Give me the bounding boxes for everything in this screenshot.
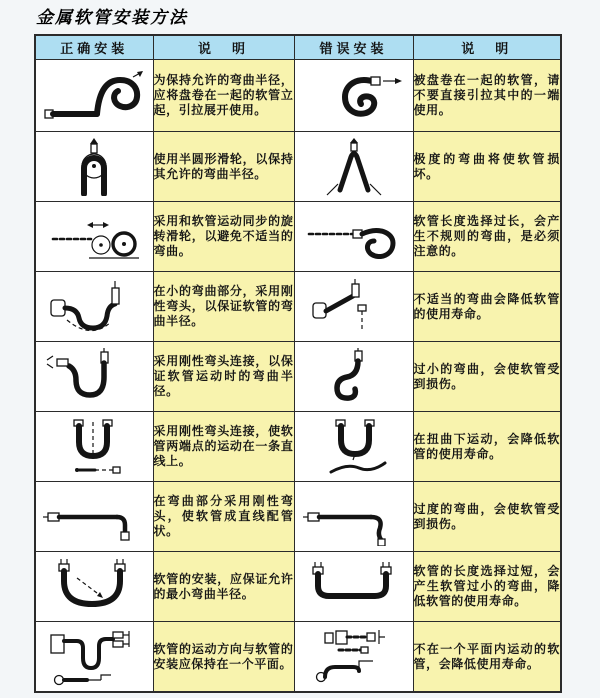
- note-cell: 采用刚性弯头连接，使软管两端点的运动在一条直线上。: [153, 412, 294, 482]
- installation-methods-table: [34, 34, 562, 693]
- twisted-motion-illustration: [299, 418, 409, 476]
- table-row: [35, 622, 561, 693]
- note-cell: 软管的运动方向与软管的安装应保持在一个平面。: [153, 622, 294, 693]
- header-wrong-install: 错误安装: [294, 35, 413, 60]
- same-plane-motion-illustration: [39, 627, 149, 687]
- table-row: [35, 552, 561, 622]
- table-row: [35, 132, 561, 202]
- table-row: [35, 412, 561, 482]
- wrong-illustration-cell: [294, 622, 413, 693]
- u-hose-straight-line-motion-illustration: [39, 418, 149, 476]
- header-correct-install: 正确安装: [35, 35, 153, 60]
- table-row: [35, 342, 561, 412]
- wrong-illustration-cell: [294, 202, 413, 272]
- synchronized-rotating-pulley-illustration: [39, 208, 149, 266]
- wrong-illustration-cell: [294, 342, 413, 412]
- note-cell: 在小的弯曲部分，采用刚性弯头，以保证软管的弯曲半径。: [153, 272, 294, 342]
- extreme-bend-illustration: [299, 138, 409, 196]
- header-wrong-note: 说 明: [413, 35, 561, 60]
- header-correct-note: 说 明: [153, 35, 294, 60]
- too-small-bend-illustration: [299, 348, 409, 406]
- correct-illustration-cell: [35, 552, 153, 622]
- correct-illustration-cell: [35, 132, 153, 202]
- correct-illustration-cell: [35, 272, 153, 342]
- excessive-bend-illustration: [299, 488, 409, 546]
- correct-illustration-cell: [35, 482, 153, 552]
- out-of-plane-motion-illustration: [299, 627, 409, 687]
- improper-bend-illustration: [299, 278, 409, 336]
- correct-illustration-cell: [35, 622, 153, 693]
- wrong-illustration-cell: [294, 482, 413, 552]
- straight-piping-rigid-elbow-illustration: [39, 488, 149, 546]
- note-cell: 不在一个平面内运动的软管，会降低使用寿命。: [413, 622, 561, 693]
- note-cell: 软管的安装，应保证允许的最小弯曲半径。: [153, 552, 294, 622]
- table-row: [35, 202, 561, 272]
- pulled-coil-hose-illustration: [299, 66, 409, 126]
- note-cell: 软管长度选择过长，会产生不规则的弯曲，是必须注意的。: [413, 202, 561, 272]
- note-cell: 使用半圆形滑轮，以保持其允许的弯曲半径。: [153, 132, 294, 202]
- correct-illustration-cell: [35, 412, 153, 482]
- note-cell: 极度的弯曲将使软管损坏。: [413, 132, 561, 202]
- wrong-illustration-cell: [294, 60, 413, 132]
- too-short-hose-illustration: [299, 558, 409, 616]
- rigid-elbow-small-bend-illustration: [39, 278, 149, 336]
- table-row: [35, 482, 561, 552]
- header-row: [35, 35, 561, 60]
- note-cell: 在弯曲部分采用刚性弯头，使软管成直线配管状。: [153, 482, 294, 552]
- wrong-illustration-cell: [294, 412, 413, 482]
- correct-illustration-cell: [35, 60, 153, 132]
- minimum-bend-radius-illustration: [39, 558, 149, 616]
- correct-illustration-cell: [35, 202, 153, 272]
- table-row: [35, 272, 561, 342]
- note-cell: 软管的长度选择过短，会产生软管过小的弯曲，降低软管的使用寿命。: [413, 552, 561, 622]
- overlong-hose-loop-illustration: [299, 208, 409, 266]
- semicircular-pulley-illustration: [39, 138, 149, 196]
- note-cell: 采用刚性弯头连接，以保证软管运动时的弯曲半径。: [153, 342, 294, 412]
- note-cell: 被盘卷在一起的软管，请不要直接引拉其中的一端使用。: [413, 60, 561, 132]
- note-cell: 过度的弯曲，会使软管受到损伤。: [413, 482, 561, 552]
- correct-illustration-cell: [35, 342, 153, 412]
- note-cell: 采用和软管运动同步的旋转滑轮，以避免不适当的弯曲。: [153, 202, 294, 272]
- note-cell: 在扭曲下运动，会降低软管的使用寿命。: [413, 412, 561, 482]
- standing-coil-hose-illustration: [39, 66, 149, 126]
- wrong-illustration-cell: [294, 552, 413, 622]
- wrong-illustration-cell: [294, 132, 413, 202]
- note-cell: 为保持允许的弯曲半径，应将盘卷在一起的软管立起，引拉展开使用。: [153, 60, 294, 132]
- note-cell: 过小的弯曲，会使软管受到损伤。: [413, 342, 561, 412]
- note-cell: 不适当的弯曲会降低软管的使用寿命。: [413, 272, 561, 342]
- table-row: [35, 60, 561, 132]
- rigid-elbow-connection-illustration: [39, 348, 149, 406]
- page-title: 金属软管安装方法: [36, 8, 188, 28]
- wrong-illustration-cell: [294, 272, 413, 342]
